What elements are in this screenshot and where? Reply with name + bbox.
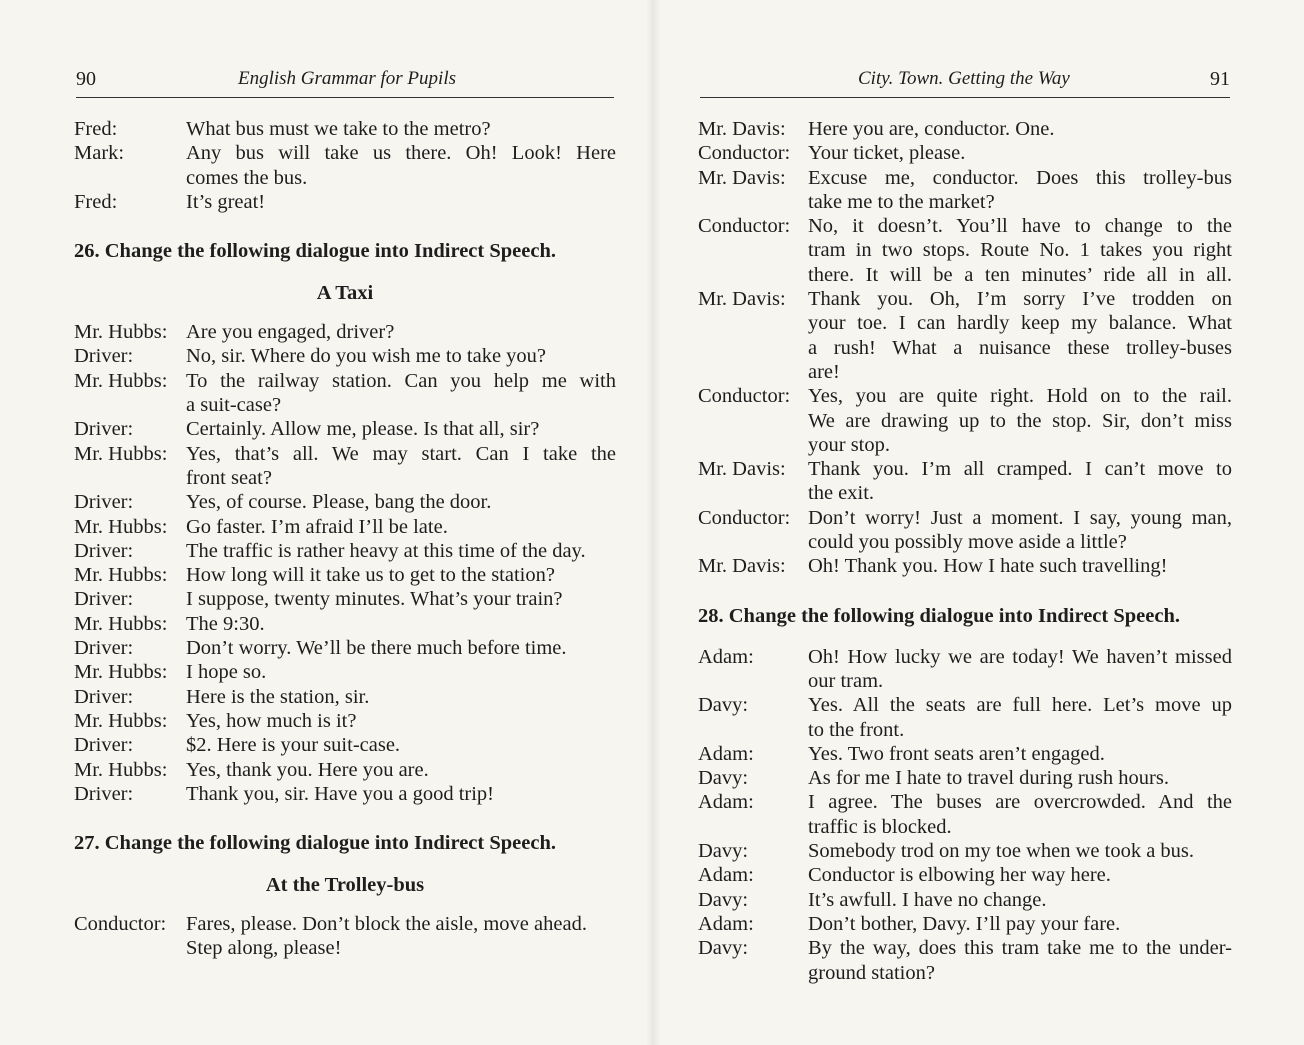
line-text: the exit. bbox=[808, 482, 875, 505]
dialogue-line bbox=[74, 563, 616, 587]
dialogue-line bbox=[74, 166, 616, 190]
speaker-label bbox=[698, 263, 808, 287]
dialogue-line bbox=[698, 790, 1232, 814]
speaker-label: Mr. Hubbs: bbox=[74, 758, 168, 781]
line-text: Are you engaged, driver? bbox=[186, 321, 395, 344]
line-text: What bus must we take to the metro? bbox=[186, 118, 491, 140]
dialogue-line bbox=[74, 587, 616, 611]
right-page-header bbox=[700, 66, 1230, 98]
speaker-label: Driver: bbox=[74, 685, 134, 708]
line-text: Here is the station, sir. bbox=[186, 685, 370, 708]
line-text: Fares, please. Don’t block the aisle, move ahead. bbox=[186, 913, 587, 936]
line-text: Oh! Thank you. How I hate such travelling! bbox=[808, 555, 1168, 578]
dialogue-line bbox=[74, 190, 616, 214]
dialogue-line bbox=[698, 117, 1232, 141]
line-text: I agree. The buses are overcrowded. And the bbox=[808, 791, 1232, 814]
dialogue-line bbox=[74, 539, 616, 563]
left-page-header bbox=[76, 66, 614, 98]
speaker-label: Mr. Hubbs: bbox=[74, 709, 168, 732]
dialogue-line bbox=[698, 433, 1232, 457]
line-text: Go faster. I’m afraid I’ll be late. bbox=[186, 515, 448, 538]
speaker-label: Adam: bbox=[698, 645, 754, 668]
dialogue-line bbox=[74, 344, 616, 368]
line-text: traffic is blocked. bbox=[808, 815, 952, 838]
line-text: Thank you. I’m all cramped. I can’t move to bbox=[808, 458, 1232, 481]
speaker-label: Davy: bbox=[698, 840, 749, 863]
speaker-label: Mr. Davis: bbox=[698, 458, 786, 481]
running-title: English Grammar for Pupils bbox=[238, 68, 456, 89]
line-text: our tram. bbox=[808, 669, 884, 692]
line-text: Yes, that’s all. We may start. Can I take the bbox=[186, 442, 616, 465]
speaker-label: Driver: bbox=[74, 491, 134, 514]
speaker-label bbox=[698, 409, 808, 433]
dialogue-line bbox=[74, 709, 616, 733]
speaker-label: Conductor: bbox=[698, 215, 791, 238]
line-text: Step along, please! bbox=[186, 937, 342, 960]
dialogue-line bbox=[698, 409, 1232, 433]
dialogue-line bbox=[698, 530, 1232, 554]
line-text: It’s great! bbox=[186, 190, 266, 213]
speaker-label: Adam: bbox=[698, 912, 754, 935]
speaker-label: Driver: bbox=[74, 734, 134, 757]
line-text: Don’t bother, Davy. I’ll pay your fare. bbox=[808, 912, 1121, 935]
dialogue-line bbox=[698, 888, 1232, 912]
dialogue-line bbox=[698, 693, 1232, 717]
line-text: We are drawing up to the stop. Sir, don’t miss bbox=[808, 409, 1232, 432]
line-text: tram in two stops. Route No. 1 takes you right bbox=[808, 239, 1232, 262]
dialogue-line bbox=[698, 742, 1232, 766]
line-text: No, sir. Where do you wish me to take you? bbox=[186, 345, 547, 368]
speaker-label bbox=[698, 530, 808, 554]
dialogue-line bbox=[698, 645, 1232, 669]
speaker-label bbox=[74, 466, 186, 490]
speaker-label bbox=[698, 481, 808, 505]
line-text: Yes, you are quite right. Hold on to the rail. bbox=[808, 385, 1232, 408]
dialogue-line bbox=[698, 481, 1232, 505]
dialogue-line bbox=[698, 360, 1232, 384]
line-text: Yes. All the seats are full here. Let’s move up bbox=[808, 694, 1232, 717]
dialogue-line bbox=[74, 117, 616, 141]
line-text: Somebody trod on my toe when we took a bus. bbox=[808, 840, 1195, 863]
line-text: Any bus will take us there. Oh! Look! Here bbox=[186, 142, 616, 165]
speaker-label: Fred: bbox=[74, 190, 118, 213]
dialogue-line bbox=[698, 141, 1232, 165]
dialogue-tram bbox=[698, 645, 1232, 985]
speaker-label: Davy: bbox=[698, 694, 749, 717]
speaker-label bbox=[698, 311, 808, 335]
line-text: your toe. I can hardly keep my balance. What bbox=[808, 312, 1232, 335]
speaker-label bbox=[698, 190, 808, 214]
dialogue-trolley-bus-continued bbox=[698, 117, 1232, 579]
dialogue-line bbox=[74, 141, 616, 165]
running-title: City. Town. Getting the Way bbox=[858, 68, 1070, 89]
dialogue-line bbox=[74, 660, 616, 684]
speaker-label: Fred: bbox=[74, 118, 118, 140]
dialogue-line bbox=[74, 490, 616, 514]
speaker-label: Adam: bbox=[698, 864, 754, 887]
line-text: Yes. Two front seats aren’t engaged. bbox=[808, 742, 1105, 765]
speaker-label bbox=[698, 961, 808, 985]
dialogue-line bbox=[698, 384, 1232, 408]
dialogue-trolley-bus bbox=[74, 912, 616, 961]
speaker-label bbox=[698, 336, 808, 360]
page-number: 91 bbox=[1210, 68, 1230, 90]
exercise-28-heading: 28. Change the following dialogue into Indirect Speech. bbox=[698, 604, 1180, 627]
line-text: $2. Here is your suit-case. bbox=[186, 734, 401, 757]
speaker-label bbox=[74, 936, 186, 960]
line-text: I suppose, twenty minutes. What’s your train? bbox=[186, 588, 563, 611]
header-rule bbox=[700, 97, 1230, 98]
line-text: there. It will be a ten minutes’ ride all in all. bbox=[808, 263, 1232, 286]
speaker-label bbox=[74, 393, 186, 417]
dialogue-line bbox=[698, 214, 1232, 238]
line-text: Thank you. Oh, I’m sorry I’ve trodden on bbox=[808, 288, 1232, 311]
dialogue-line bbox=[698, 839, 1232, 863]
speaker-label: Driver: bbox=[74, 539, 134, 562]
speaker-label: Conductor: bbox=[698, 142, 791, 165]
dialogue-line bbox=[698, 336, 1232, 360]
line-text: I hope so. bbox=[186, 661, 267, 684]
speaker-label: Mr. Hubbs: bbox=[74, 564, 168, 587]
line-text: Here you are, conductor. One. bbox=[808, 118, 1055, 140]
speaker-label: Conductor: bbox=[74, 913, 167, 936]
speaker-label: Davy: bbox=[698, 937, 749, 960]
speaker-label: Mr. Davis: bbox=[698, 555, 786, 578]
dialogue-line bbox=[74, 685, 616, 709]
line-text: to the front. bbox=[808, 718, 905, 741]
speaker-label: Mr. Hubbs: bbox=[74, 369, 168, 392]
dialogue-line bbox=[74, 912, 616, 936]
speaker-label: Mr. Davis: bbox=[698, 118, 786, 140]
dialogue-line bbox=[698, 961, 1232, 985]
speaker-label: Conductor: bbox=[698, 506, 791, 529]
right-page bbox=[652, 0, 1304, 1045]
dialogue-title-taxi: A Taxi bbox=[316, 282, 374, 305]
line-text: Excuse me, conductor. Does this trolley-bus bbox=[808, 166, 1232, 189]
dialogue-taxi bbox=[74, 320, 616, 806]
line-text: The 9:30. bbox=[186, 612, 265, 635]
dialogue-line bbox=[74, 782, 616, 806]
dialogue-line bbox=[74, 936, 616, 960]
speaker-label: Mr. Hubbs: bbox=[74, 442, 168, 465]
speaker-label: Driver: bbox=[74, 588, 134, 611]
intro-dialogue bbox=[74, 117, 616, 214]
dialogue-line bbox=[698, 766, 1232, 790]
dialogue-line bbox=[74, 636, 616, 660]
line-text: Yes, how much is it? bbox=[186, 709, 357, 732]
speaker-label: Mr. Hubbs: bbox=[74, 515, 168, 538]
line-text: To the railway station. Can you help me with bbox=[186, 369, 616, 392]
dialogue-title-trolley-bus: At the Trolley-bus bbox=[265, 874, 425, 897]
dialogue-line bbox=[698, 166, 1232, 190]
speaker-label: Driver: bbox=[74, 345, 134, 368]
dialogue-line bbox=[74, 758, 616, 782]
dialogue-line bbox=[698, 554, 1232, 578]
line-text: comes the bus. bbox=[186, 166, 308, 189]
speaker-label bbox=[698, 238, 808, 262]
dialogue-line bbox=[74, 733, 616, 757]
line-text: front seat? bbox=[186, 466, 272, 489]
line-text: Yes, thank you. Here you are. bbox=[186, 758, 429, 781]
dialogue-line bbox=[698, 287, 1232, 311]
line-text: Thank you, sir. Have you a good trip! bbox=[186, 782, 495, 805]
line-text: a suit-case? bbox=[186, 394, 282, 417]
exercise-26-heading: 26. Change the following dialogue into Indirect Speech. bbox=[74, 240, 556, 263]
line-text: No, it doesn’t. You’ll have to change to the bbox=[808, 215, 1232, 238]
dialogue-line bbox=[74, 393, 616, 417]
speaker-label: Mr. Davis: bbox=[698, 166, 786, 189]
dialogue-line bbox=[74, 320, 616, 344]
line-text: As for me I hate to travel during rush hours. bbox=[808, 767, 1169, 790]
speaker-label: Driver: bbox=[74, 418, 134, 441]
dialogue-line bbox=[698, 238, 1232, 262]
line-text: are! bbox=[808, 360, 840, 383]
dialogue-line bbox=[74, 442, 616, 466]
speaker-label: Driver: bbox=[74, 637, 134, 660]
exercise-27-heading: 27. Change the following dialogue into Indirect Speech. bbox=[74, 832, 556, 855]
line-text: could you possibly move aside a little? bbox=[808, 531, 1127, 554]
speaker-label bbox=[698, 815, 808, 839]
speaker-label: Driver: bbox=[74, 782, 134, 805]
speaker-label bbox=[74, 166, 186, 190]
dialogue-line bbox=[698, 863, 1232, 887]
speaker-label: Mr. Davis: bbox=[698, 288, 786, 311]
speaker-label bbox=[698, 360, 808, 384]
line-text: Don’t worry. We’ll be there much before time. bbox=[186, 637, 567, 660]
line-text: Don’t worry! Just a moment. I say, young man, bbox=[808, 506, 1232, 529]
line-text: Certainly. Allow me, please. Is that all, sir? bbox=[186, 418, 540, 441]
line-text: your stop. bbox=[808, 433, 890, 456]
left-page-content bbox=[74, 117, 616, 961]
line-text: a rush! What a nuisance these trolley-buses bbox=[808, 336, 1232, 359]
dialogue-line bbox=[74, 369, 616, 393]
line-text: Your ticket, please. bbox=[808, 142, 966, 165]
speaker-label: Mark: bbox=[74, 142, 125, 165]
line-text: The traffic is rather heavy at this time of the day. bbox=[186, 539, 586, 562]
line-text: take me to the market? bbox=[808, 190, 995, 213]
dialogue-line bbox=[698, 506, 1232, 530]
dialogue-line bbox=[698, 263, 1232, 287]
speaker-label: Adam: bbox=[698, 742, 754, 765]
dialogue-line bbox=[698, 936, 1232, 960]
speaker-label: Davy: bbox=[698, 888, 749, 911]
dialogue-line bbox=[74, 417, 616, 441]
line-text: It’s awfull. I have no change. bbox=[808, 888, 1047, 911]
dialogue-line bbox=[698, 457, 1232, 481]
dialogue-line bbox=[74, 612, 616, 636]
dialogue-line bbox=[698, 815, 1232, 839]
line-text: Conductor is elbowing her way here. bbox=[808, 864, 1111, 887]
dialogue-line bbox=[698, 912, 1232, 936]
dialogue-line bbox=[74, 466, 616, 490]
dialogue-line bbox=[698, 190, 1232, 214]
dialogue-line bbox=[698, 718, 1232, 742]
speaker-label: Mr. Hubbs: bbox=[74, 321, 168, 344]
dialogue-line bbox=[74, 515, 616, 539]
header-rule bbox=[76, 97, 614, 98]
line-text: How long will it take us to get to the station? bbox=[186, 564, 555, 587]
speaker-label bbox=[698, 433, 808, 457]
speaker-label: Mr. Hubbs: bbox=[74, 612, 168, 635]
page-number: 90 bbox=[76, 68, 96, 90]
dialogue-line bbox=[698, 669, 1232, 693]
speaker-label: Davy: bbox=[698, 767, 749, 790]
speaker-label: Adam: bbox=[698, 791, 754, 814]
dialogue-line bbox=[698, 311, 1232, 335]
speaker-label bbox=[698, 669, 808, 693]
speaker-label: Mr. Hubbs: bbox=[74, 661, 168, 684]
line-text: Oh! How lucky we are today! We haven’t missed bbox=[808, 645, 1232, 668]
speaker-label: Conductor: bbox=[698, 385, 791, 408]
right-page-content bbox=[698, 117, 1232, 985]
line-text: ground station? bbox=[808, 961, 935, 984]
speaker-label bbox=[698, 718, 808, 742]
line-text: Yes, of course. Please, bang the door. bbox=[186, 491, 492, 514]
line-text: By the way, does this tram take me to the under- bbox=[808, 937, 1232, 960]
